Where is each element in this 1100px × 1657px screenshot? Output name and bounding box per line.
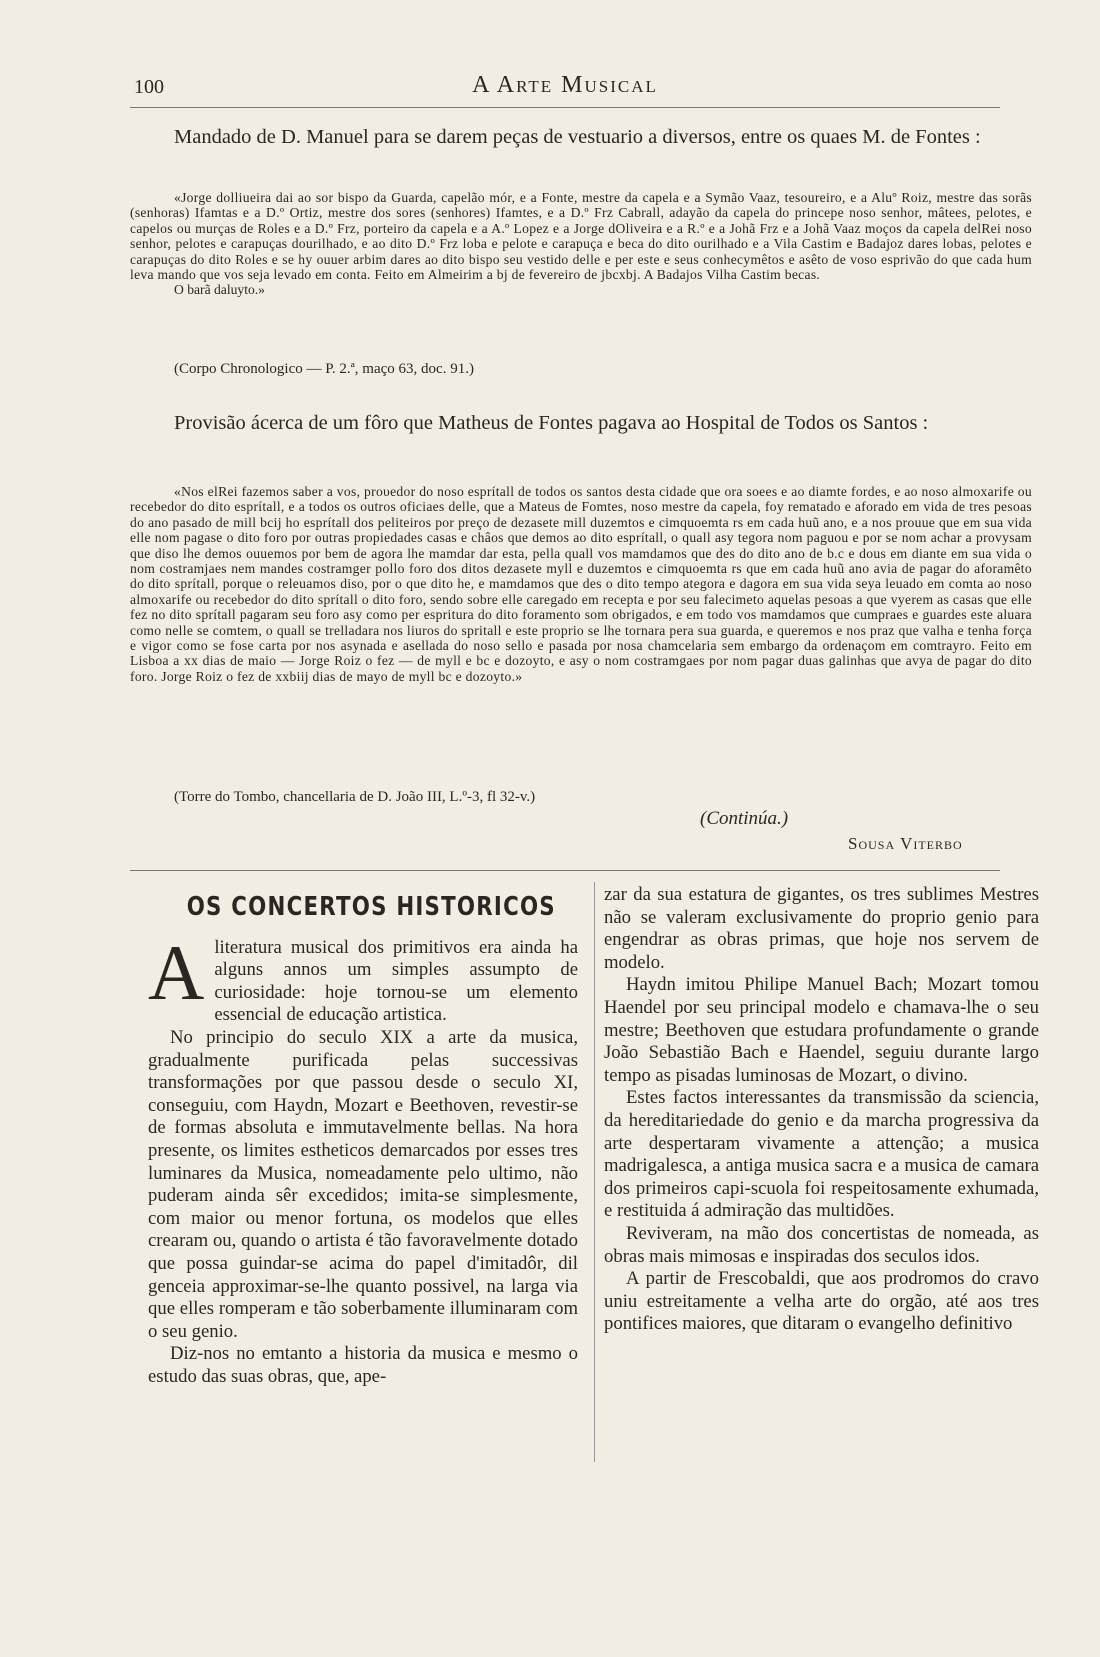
page-header (130, 68, 1000, 108)
article-paragraph-4: zar da sua estatura de gigantes, os tres sublimes Mestres não se valeram exclusivamente do proprio genio para engendrar as obras primas, que hoje nos servem de modelo. (604, 884, 1039, 973)
article-paragraph-8: A partir de Frescobaldi, que aos prodromos do cravo uniu estreitamente a velha arte do orgão, até aos tres pontifices maiores, que ditaram o evangelho definitivo (604, 1268, 1039, 1335)
quote-2-text: «Nos elRei fazemos saber a vos, proυedor do noso esprítall de todos os santos desta cidade que ora soees e ao diamte fordes, e ao noso almoxarife ou recebedor do dito esprítall, e a todos os outros oficiaes delle, que a Mateus de Fomtes, noso mestre da capela, foy rematado e aforado em vida de tres pesoas do ano pasado de mill bcij ho esprítall dos peliteiros por preço de dezasete mill duzemtos e cimquoemta rs em cada huũ ano, e a nos prouue que em sua vida elle nom pagase o dito foro por outras propiedades casas e châos que demos ao dito esprítall, o quall asy tegora nom paguou e por se nom achar a provysam que diso lhe demos ouuemos por bem de agora lhe mamdar dar esta, pella quall vos mamdamos que des do dito ano de b.c e dous em diante em sua vida o nom costramjaes nem mandes costramger pollo foro dos ditos dezasete myll e duzemtos e cimquoemta rs que em cada huũ ano avia de pagar do aforamêto do dito sprítall, porque o releuamos diso, por o que dito he, e mamdamos que des o dito tempo ategora e dagora em sua vida seya leuado em comta ao noso almoxarife ou recebedor do dito sprítall o dito foro, sendo sobre elle caregado em recepta e por seu falecimeto aquelas pesoas a que vyerem as casas que elle fez no dito sprítall pagaram seu foro asy como per espritura do dito foramento som obrigados, e em todo vos mamdamos que cumpraes e guardes este aluara como nelle se comtem, o quall se trelladara nos liuros do spritall e este proprio se lhe tornara pera sua guarda, e queremos e nos praz que valha e tenha força e vigor como se fose carta por nos asynada e asellada do noso sello e pasada por nosa chamcelaria sem embargo da ordenaçom em comtrayro. Feito em Lisboa a xx dias de maio — Jorge Roiz o fez — de myll e bc e dozoyto, e asy o nom costramgaes por nom pagar duas galinhas que avya de pagar do dito foro. Jorge Roiz o fez de xxbiij dias de mayo de myll bc e dozoyto.» (130, 484, 1032, 684)
article-title: OS CONCERTOS HISTORICOS (186, 892, 556, 922)
document-quote-2 (130, 484, 1032, 684)
intro-paragraph-1: Mandado de D. Manuel para se darem peças de vestuario a diversos, entre os quaes M. de Fontes : (174, 126, 981, 148)
intro-paragraph-1-block (130, 126, 1032, 149)
column-rule (594, 882, 595, 1462)
drop-cap: A (148, 928, 205, 1016)
source-citation-2-block (130, 788, 1032, 806)
quote-1-text: «Jorge dolliueira dai ao sor bispo da Guarda, capelão mór, e a Fonte, mestre da capela e a Symão Vaaz, tesoureiro, e a Aluº Roiz, mestre das sorãs (senhoras) Ifamtas e a D.º Ortiz, mestre dos sores (senhores) Ifamtes, e a D.º Frz Cabrall, adayão da capela do princepe noso senhor, mâtees, pelotes, e capelos ou murças de Roles e a D.º Frz, porteiro da capela e a A.º Lopez e a Jorge dOliveira e a R.º e a Johã Frz e a Johã Vaaz moços da capela delRei noso senhor, pelotes e carapuças dourilhado, e ao dito D.º Frz loba e pelote e carapuça e beca do dito ourilhado e a Vila Castim e Badajoz dares lobas, pelotes e carapuças do dito Roles e se hy ouuer arbim dares ao dito bispo seu vestido delle e per este e seus conhecymêtos e asêto de voso esprivão do que cada hum leva mando que vos seja levado em conta. Feito em Almeirim a bj de fevereiro de jbcxbj. A Badajos Vilha Castim becas. (130, 190, 1032, 283)
article-paragraph-1-text: literatura musical dos primitivos era ainda ha alguns annos um simples assumpto de curiosidade: hoje tornou-se um elemento essencial de educação artistica. (214, 936, 578, 1026)
source-citation-1-block (130, 360, 1032, 378)
article-left-column (148, 884, 578, 1388)
article-paragraph-2: No principio do seculo XIX a arte da musica, gradualmente purificada pelas successivas transformações por que passou desde o seculo XI, conseguiu, com Haydn, Mozart e Beethoven, revestir-se de formas absoluta e immutavelmente bellas. Na hora presente, os limites estheticos demarcados por esses tres luminares da Musica, nomeadamente pelo ultimo, não puderam ainda sêr excedidos; imita-se simplesmente, com maior ou menor fortuna, os modelos que elles crearam ou, quando o artista é tão favoravelmente dotado que possa guindar-se acima do papel d'imitadôr, dil genceia approximar-se-lhe quanto possivel, na larga via que elles romperam e tão soberbamente illuminaram com o seu genio. (148, 1026, 578, 1342)
intro-paragraph-2-block (130, 412, 1032, 435)
intro-paragraph-2: Provisão ácerca de um fôro que Matheus de Fontes pagava ao Hospital de Todos os Santos : (174, 412, 929, 434)
article-paragraph-3: Diz-nos no emtanto a historia da musica e mesmo o estudo das suas obras, que, ape- (148, 1343, 578, 1387)
article-paragraph-1 (148, 928, 578, 1027)
page-number: 100 (134, 76, 164, 98)
source-citation-2: (Torre do Tombo, chancellaria de D. João III, L.º-3, fl 32-v.) (174, 789, 536, 805)
source-citation-1: (Corpo Chronologico — P. 2.ª, maço 63, doc. 91.) (174, 361, 474, 377)
section-rule (130, 870, 1000, 871)
continued-note: (Continúa.) (700, 808, 789, 829)
article-paragraph-5: Haydn imitou Philipe Manuel Bach; Mozart tomou Haendel por seu principal modelo e chamava-lhe o seu mestre; Beethoven que estudara profundamente o grande João Sebastião Bach e Haendel, seguiu durante largo tempo as pisadas luminosas de Mozart, o divino. (604, 974, 1039, 1086)
author-signature: Sousa Viterbo (848, 834, 963, 853)
quote-1-signature: O barã daluyto.» (174, 282, 265, 298)
running-title: A Arte Musical (472, 72, 658, 98)
article-paragraph-6: Estes factos interessantes da transmissão da sciencia, da hereditariedade do genio e da marcha progressiva da arte despertaram vivamente a attenção; a musica madrigalesca, a antiga musica sacra e a musica de camara dos primeiros capi-scuola foi respeitosamente exhumada, e restituida á admiração das multidões. (604, 1087, 1039, 1222)
article-paragraph-7: Reviveram, na mão dos concertistas de nomeada, as obras mais mimosas e inspiradas dos seculos idos. (604, 1222, 1039, 1267)
header-rule (130, 107, 1000, 108)
document-quote-1 (130, 190, 1032, 298)
article-right-column (604, 884, 1039, 1336)
